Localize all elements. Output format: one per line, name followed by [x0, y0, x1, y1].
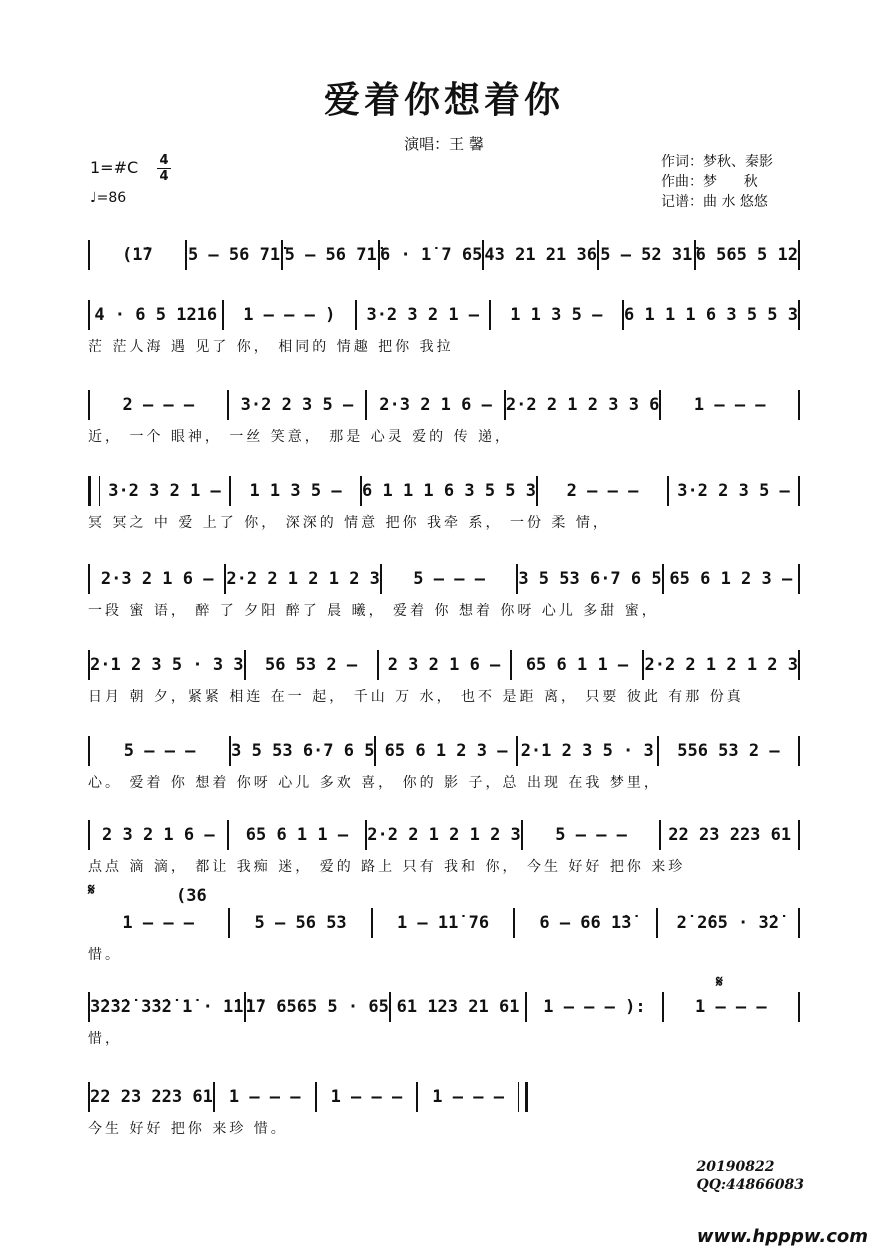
key-signature: 1=#C	[90, 158, 139, 177]
measure: (1̇7	[121, 245, 153, 265]
notes-line	[88, 302, 800, 328]
measure: 1 1 3 5 –	[510, 305, 603, 325]
measure: 3·2 2 3 5 –	[240, 395, 354, 415]
measure: 43 21 21 36	[484, 245, 597, 265]
measure: 5 – 56 71̇	[187, 245, 281, 265]
measure: 2·2 2 1 2 3 3 6	[505, 395, 660, 415]
measure: 2 3 2 1 6 –	[102, 825, 215, 845]
measure: 65 6 1 1 –	[525, 655, 629, 675]
measure: 1 – – –	[432, 1087, 504, 1107]
lyrics-line: 惜。	[88, 947, 122, 963]
composer-credit: 作曲：梦 秋	[661, 174, 758, 190]
barline	[798, 240, 800, 270]
measure: 61 123 21 61	[396, 997, 520, 1017]
measure: 3 5 53 6·7 6 5	[518, 569, 662, 589]
song-title: 爱着你想着你	[323, 79, 564, 121]
lyrics-line: 茫 茫人海 遇 见了 你， 相同的 情趣 把你 我拉	[88, 339, 454, 355]
measure: 5 – – –	[555, 825, 627, 845]
measure: 1 – – –	[122, 913, 195, 933]
barline	[798, 908, 800, 938]
qq-contact: QQ:44866083	[696, 1177, 804, 1193]
time-signature-bottom: 4	[159, 169, 169, 184]
lyrics-line: 一段 蜜 语， 醉 了 夕阳 醉了 晨 曦， 爱着 你 想着 你呀 心儿 多甜 蜜，	[88, 603, 659, 619]
notes-line	[88, 392, 800, 418]
barline	[88, 476, 100, 506]
measure: 2 3 2 1 6 –	[387, 655, 501, 675]
lyrics-line: 近， 一个 眼神， 一丝 笑意， 那是 心灵 爱的 传 递，	[88, 429, 513, 445]
barline	[518, 1082, 528, 1112]
lyrics-line: 日月 朝 夕，紧紧 相连 在一 起， 千山 万 水， 也不 是距 离， 只要 彼此 有那 份真	[88, 689, 744, 705]
notes-line	[88, 1084, 528, 1110]
measure: 6 · 1̇ 7 65	[380, 245, 483, 265]
measure: 2·1 2 3 5 · 3 3	[90, 655, 244, 675]
credits-block	[661, 152, 773, 212]
singer-credit: 演唱：王 馨	[404, 135, 484, 153]
barline	[798, 992, 800, 1022]
measure: 2 – – –	[122, 395, 195, 415]
measure: 3·2 3 2 1 –	[108, 481, 221, 501]
barline	[798, 476, 800, 506]
measure: 4 · 6 5 1216	[94, 305, 218, 325]
measure: 2·2 2 1 2 1 2 3	[367, 825, 521, 845]
measure: 2 – – –	[566, 481, 639, 501]
measure: 65 6 1 1 –	[245, 825, 349, 845]
measure: 22 23 223 61	[90, 1087, 213, 1107]
measure: 6 – 66 1̇3̇	[539, 913, 632, 933]
measure: 3·2 2 3 5 –	[677, 481, 790, 501]
notes-line	[88, 910, 800, 936]
lyrics-line: 惜，	[88, 1031, 122, 1047]
barline	[798, 820, 800, 850]
measure: 6 565 5 12	[695, 245, 798, 265]
footer-info	[697, 1158, 805, 1194]
measure: 2·2 2 1 2 1 2 3	[226, 569, 380, 589]
notes-line	[88, 242, 800, 268]
barline	[798, 564, 800, 594]
segno-mark-2: 𝄋	[716, 972, 723, 991]
measure: 1 – – –	[228, 1087, 301, 1107]
barline	[798, 300, 800, 330]
measure: 22 23 223 61	[668, 825, 792, 845]
measure: 2·3 2 1 6 –	[100, 569, 214, 589]
transcriber-credit: 记谱：曲 水 悠悠	[661, 194, 768, 210]
measure: 1 – – –	[330, 1087, 403, 1107]
measure: 5 – 56 71̇	[284, 245, 377, 265]
measure: 5 – – –	[123, 741, 196, 761]
measure: 6 1 1 1 6 3 5 5 3	[362, 481, 536, 501]
notes-line	[88, 738, 800, 764]
lyrics-line: 冥 冥之 中 爱 上了 你， 深深的 情意 把你 我牵 系， 一份 柔 情，	[88, 515, 610, 531]
measure: 3̇2̇3̇2̇ 3̇3̇2̇ 1̇ · 1̇1̇	[90, 997, 244, 1017]
notes-line	[88, 994, 800, 1020]
measure: 3·2 3 2 1 –	[366, 305, 480, 325]
time-signature	[157, 154, 171, 183]
measure: 1 – – –	[693, 395, 766, 415]
measure: 1 – – –	[694, 997, 767, 1017]
measure: 65 6 1 2 3 –	[669, 569, 793, 589]
time-signature-top: 4	[159, 153, 169, 168]
notes-line	[88, 652, 800, 678]
measure: 2·1 2 3 5 · 3	[520, 741, 654, 761]
measure: 5 – 56 53	[254, 913, 347, 933]
pickup-notes: (36	[176, 886, 207, 906]
notes-line	[88, 566, 800, 592]
lyrics-line: 今生 好好 把你 来珍 惜。	[88, 1121, 288, 1137]
measure: 5 – – –	[413, 569, 485, 589]
measure: 1 1 3 5 –	[249, 481, 342, 501]
measure: 556 53 2 –	[677, 741, 780, 761]
barline	[798, 650, 800, 680]
measure: 3 5 53 6·7 6 5	[231, 741, 375, 761]
tempo-marking: ♩=86	[90, 190, 127, 206]
measure: 1̇7 6565 5 · 65	[245, 997, 389, 1017]
lyricist-credit: 作词：梦秋、秦影	[661, 154, 773, 170]
measure: 6 1 1 1 6 3 5 5 3	[624, 305, 798, 325]
measure: 1 – – – )	[243, 305, 336, 325]
measure: 2·2 2 1 2 1 2 3	[644, 655, 799, 675]
measure: 5 – 52 31̇	[600, 245, 693, 265]
notes-line	[88, 822, 800, 848]
measure: 1 – 11̇ 76	[396, 913, 490, 933]
measure: 65 6 1 2 3 –	[384, 741, 508, 761]
notes-line	[88, 478, 800, 504]
site-watermark: www.hpppw.com	[696, 1226, 868, 1247]
transcription-date: 20190822	[696, 1159, 775, 1175]
segno-mark-1: 𝄋	[88, 880, 95, 899]
measure: 2·3 2 1 6 –	[379, 395, 492, 415]
measure: 1 – – – ):	[543, 997, 646, 1017]
measure: 2̇ 2̇65 · 3̇2̇	[676, 913, 779, 933]
lyrics-line: 点点 滴 滴， 都让 我痴 迷， 爱的 路上 只有 我和 你， 今生 好好 把你 来珍	[88, 859, 686, 875]
barline	[798, 390, 800, 420]
measure: 56 53 2 –	[264, 655, 358, 675]
barline	[798, 736, 800, 766]
lyrics-line: 心。 爱着 你 想着 你呀 心儿 多欢 喜， 你的 影 子，总 出现 在我 梦里，	[88, 775, 661, 791]
